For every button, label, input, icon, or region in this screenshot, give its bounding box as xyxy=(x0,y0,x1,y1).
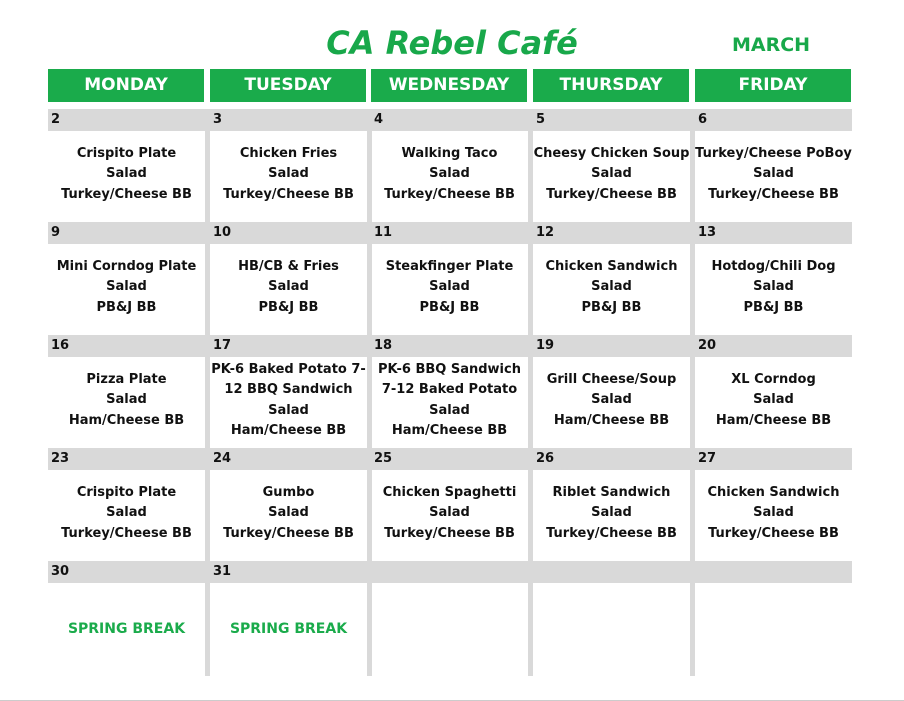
date-bar: 16 xyxy=(48,335,210,357)
menu-item: Gumbo xyxy=(262,484,315,500)
menu-item: Turkey/Cheese BB xyxy=(223,186,354,202)
header-monday: MONDAY xyxy=(48,69,204,102)
menu-item: Turkey/Cheese BB xyxy=(546,525,677,541)
menu-item: Ham/Cheese BB xyxy=(553,412,670,428)
date-bar: 25 xyxy=(371,448,533,470)
date-bar: 26 xyxy=(533,448,695,470)
date-bar: 17 xyxy=(210,335,371,357)
menu-cell xyxy=(371,257,528,319)
date-bar: 18 xyxy=(371,335,533,357)
menu-item: PB&J BB xyxy=(581,299,642,315)
menu-item: PB&J BB xyxy=(96,299,157,315)
menu-item: Ham/Cheese BB xyxy=(68,412,185,428)
menu-item: Salad xyxy=(268,505,309,521)
menu-item: Salad xyxy=(268,166,309,182)
menu-cell xyxy=(210,360,367,442)
menu-cell xyxy=(695,483,852,545)
menu-item: Salad xyxy=(753,166,794,182)
menu-item: Salad xyxy=(106,166,147,182)
date-bar xyxy=(533,561,695,583)
menu-item: HB/CB & Fries xyxy=(238,258,339,274)
cafe-title: CA Rebel Café xyxy=(326,24,578,62)
menu-cell xyxy=(210,144,367,206)
date-bar: 24 xyxy=(210,448,371,470)
menu-item: Turkey/Cheese PoBoy xyxy=(695,145,852,161)
date-bar: 11 xyxy=(371,222,533,244)
menu-item: Salad xyxy=(591,279,632,295)
spring-break-cell xyxy=(210,619,367,640)
date-bar: 12 xyxy=(533,222,695,244)
month-label: MARCH xyxy=(732,34,811,56)
date-bar xyxy=(371,561,533,583)
date-bar: 5 xyxy=(533,109,695,131)
menu-item: Salad xyxy=(753,392,794,408)
spring-break-cell xyxy=(48,619,205,640)
menu-item: Grill Cheese/Soup xyxy=(546,371,677,387)
menu-item: Salad xyxy=(753,279,794,295)
menu-cell xyxy=(533,483,690,545)
menu-item: Turkey/Cheese BB xyxy=(223,525,354,541)
date-bar: 31 xyxy=(210,561,371,583)
menu-item: Salad xyxy=(591,166,632,182)
header-wednesday: WEDNESDAY xyxy=(371,69,527,102)
menu-item: Crispito Plate xyxy=(76,145,177,161)
menu-item: Salad xyxy=(429,166,470,182)
menu-cell xyxy=(48,370,205,432)
menu-item: Turkey/Cheese BB xyxy=(384,525,515,541)
menu-item: Walking Taco xyxy=(401,145,498,161)
menu-item: Crispito Plate xyxy=(76,484,177,500)
date-bar: 6 xyxy=(695,109,852,131)
header-thursday: THURSDAY xyxy=(533,69,689,102)
menu-item: Turkey/Cheese BB xyxy=(546,186,677,202)
menu-item: Riblet Sandwich xyxy=(552,484,671,500)
menu-item: Ham/Cheese BB xyxy=(230,423,347,438)
menu-item: Ham/Cheese BB xyxy=(715,412,832,428)
menu-item: Turkey/Cheese BB xyxy=(384,186,515,202)
menu-cell xyxy=(533,257,690,319)
menu-item: Chicken Fries xyxy=(239,145,338,161)
menu-item: Salad xyxy=(429,279,470,295)
menu-item: Steakfinger Plate xyxy=(385,258,514,274)
menu-cell xyxy=(695,370,852,432)
menu-item: Salad xyxy=(268,402,309,418)
menu-item: Salad xyxy=(106,279,147,295)
menu-item: Chicken Sandwich xyxy=(545,258,678,274)
menu-cell xyxy=(371,144,528,206)
menu-item: Ham/Cheese BB xyxy=(391,423,508,438)
menu-cell xyxy=(210,483,367,545)
date-bar: 10 xyxy=(210,222,371,244)
menu-cell xyxy=(533,144,690,206)
spring-break-label: SPRING BREAK xyxy=(67,621,186,637)
menu-cell xyxy=(48,144,205,206)
menu-item: Turkey/Cheese BB xyxy=(61,525,192,541)
menu-item: Salad xyxy=(591,505,632,521)
menu-item: Turkey/Cheese BB xyxy=(708,525,839,541)
menu-item: Salad xyxy=(753,505,794,521)
date-bar: 19 xyxy=(533,335,695,357)
menu-cell xyxy=(210,257,367,319)
menu-cell xyxy=(371,483,528,545)
menu-cell xyxy=(533,370,690,432)
menu-item: Turkey/Cheese BB xyxy=(708,186,839,202)
date-bar: 30 xyxy=(48,561,210,583)
menu-item: Pizza Plate xyxy=(86,371,167,387)
date-bar: 9 xyxy=(48,222,210,244)
menu-cell xyxy=(695,144,852,206)
menu-item: PK-6 BBQ Sandwich xyxy=(378,361,521,377)
menu-item: Salad xyxy=(106,505,147,521)
header-friday: FRIDAY xyxy=(695,69,851,102)
menu-cell xyxy=(371,360,528,442)
menu-cell xyxy=(48,483,205,545)
date-bar: 3 xyxy=(210,109,371,131)
menu-item: Salad xyxy=(429,505,470,521)
date-bar: 20 xyxy=(695,335,852,357)
date-bar: 4 xyxy=(371,109,533,131)
menu-item: Turkey/Cheese BB xyxy=(61,186,192,202)
menu-item: Salad xyxy=(268,279,309,295)
header-tuesday: TUESDAY xyxy=(210,69,366,102)
date-bar: 23 xyxy=(48,448,210,470)
spring-break-label: SPRING BREAK xyxy=(229,621,348,637)
menu-item: PB&J BB xyxy=(419,299,480,315)
menu-item: PB&J BB xyxy=(743,299,804,315)
date-bar: 13 xyxy=(695,222,852,244)
menu-item: Chicken Spaghetti xyxy=(382,484,517,500)
date-bar xyxy=(695,561,852,583)
date-bar: 2 xyxy=(48,109,210,131)
menu-item: PK-6 Baked Potato 7- xyxy=(211,361,366,377)
menu-item: Chicken Sandwich xyxy=(707,484,840,500)
date-bar: 27 xyxy=(695,448,852,470)
menu-item: Mini Corndog Plate xyxy=(56,258,197,274)
menu-item: Cheesy Chicken Soup xyxy=(533,145,690,161)
menu-item: 12 BBQ Sandwich xyxy=(224,382,353,397)
menu-item: 7-12 Baked Potato xyxy=(381,382,518,397)
menu-cell xyxy=(48,257,205,319)
menu-item: Salad xyxy=(429,402,470,418)
menu-item: Hotdog/Chili Dog xyxy=(711,258,836,274)
menu-item: PB&J BB xyxy=(258,299,319,315)
menu-cell xyxy=(695,257,852,319)
menu-item: XL Corndog xyxy=(731,371,816,387)
menu-item: Salad xyxy=(591,392,632,408)
menu-item: Salad xyxy=(106,392,147,408)
